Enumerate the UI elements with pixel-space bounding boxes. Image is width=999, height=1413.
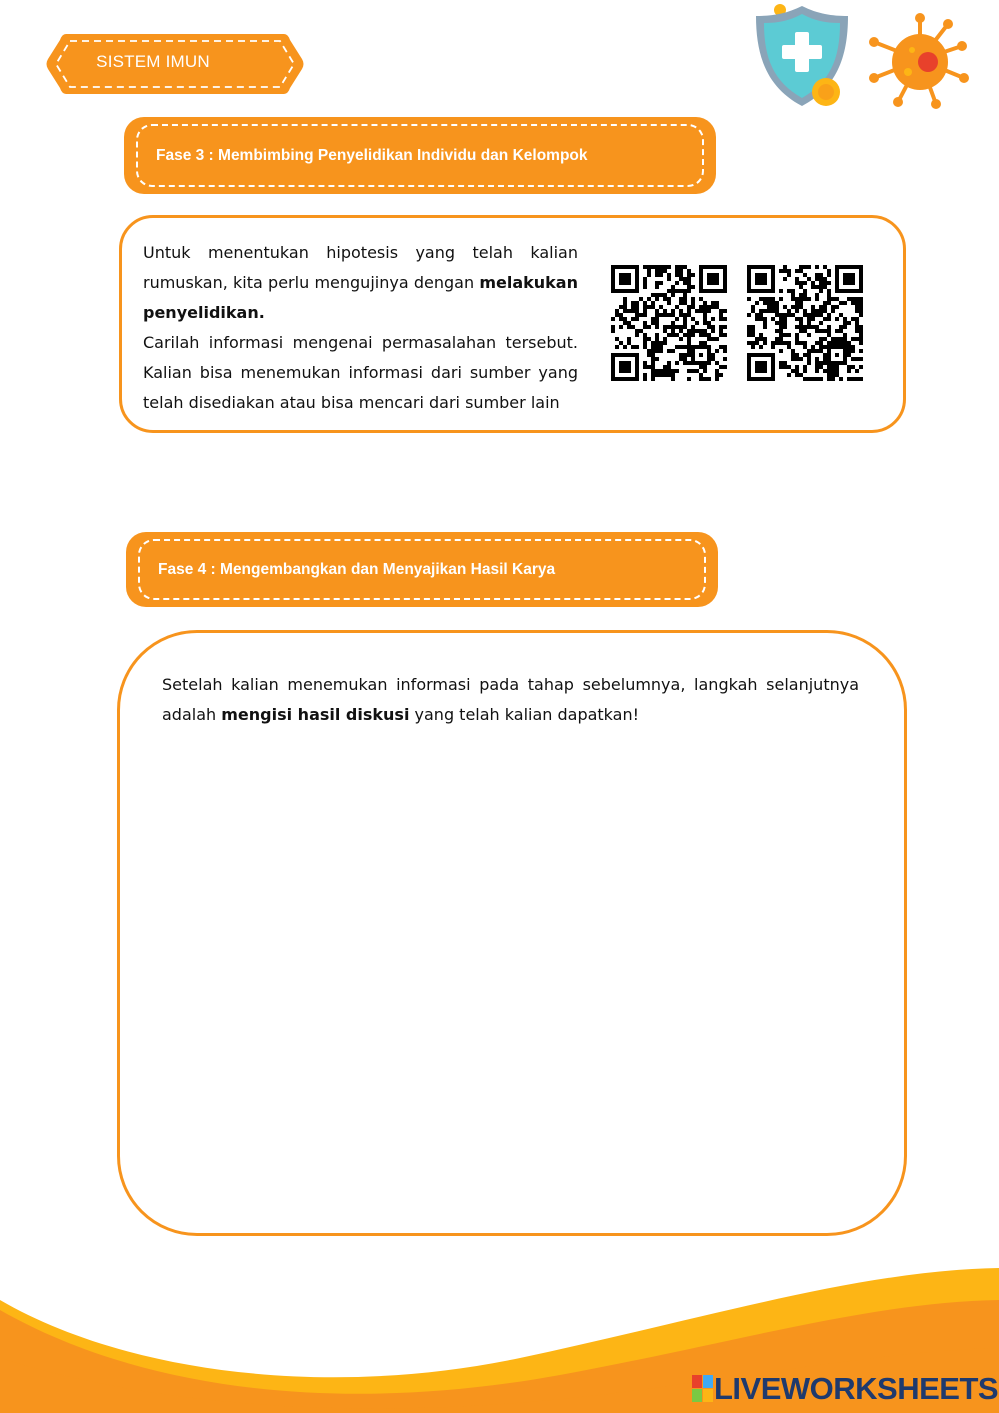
phase-3-text-bold: melakukan penyelidikan. xyxy=(143,273,578,322)
phase-3-title: Fase 3 : Membimbing Penyelidikan Individu dan Kelompok xyxy=(156,146,588,164)
virus-icon xyxy=(864,12,976,110)
topic-tag xyxy=(44,32,304,94)
phase-3-text xyxy=(143,238,578,418)
phase-4-text-bold: mengisi hasil diskusi xyxy=(221,705,410,724)
qr-code-icon[interactable] xyxy=(747,265,863,381)
phase-3-text-part2: Carilah informasi mengenai permasalahan tersebut. Kalian bisa menemukan informasi dari sumber yang telah disediakan atau bisa mencari dari sumber lain xyxy=(143,333,578,412)
phase-4-title: Fase 4 : Mengembangkan dan Menyajikan Hasil Karya xyxy=(158,560,556,578)
shield-plus-icon xyxy=(752,2,852,110)
logo-mark-icon xyxy=(692,1375,714,1403)
phase-4-text-part1: Setelah kalian menemukan informasi pada tahap sebelumnya, langkah selanjutnya adalah xyxy=(162,675,859,724)
phase-3-text-part1: Untuk menentukan hipotesis yang telah kalian rumuskan, kita perlu mengujinya dengan xyxy=(143,243,578,292)
topic-tag-label: SISTEM IMUN xyxy=(96,52,210,71)
qr-code-icon[interactable] xyxy=(611,265,727,381)
liveworksheets-logo xyxy=(692,1372,998,1406)
logo-text: LIVEWORKSHEETS xyxy=(714,1371,999,1406)
phase-4-header xyxy=(126,532,718,607)
phase-4-text xyxy=(162,670,859,730)
phase-3-header xyxy=(124,117,716,194)
phase-4-text-part2: yang telah kalian dapatkan! xyxy=(409,705,640,724)
